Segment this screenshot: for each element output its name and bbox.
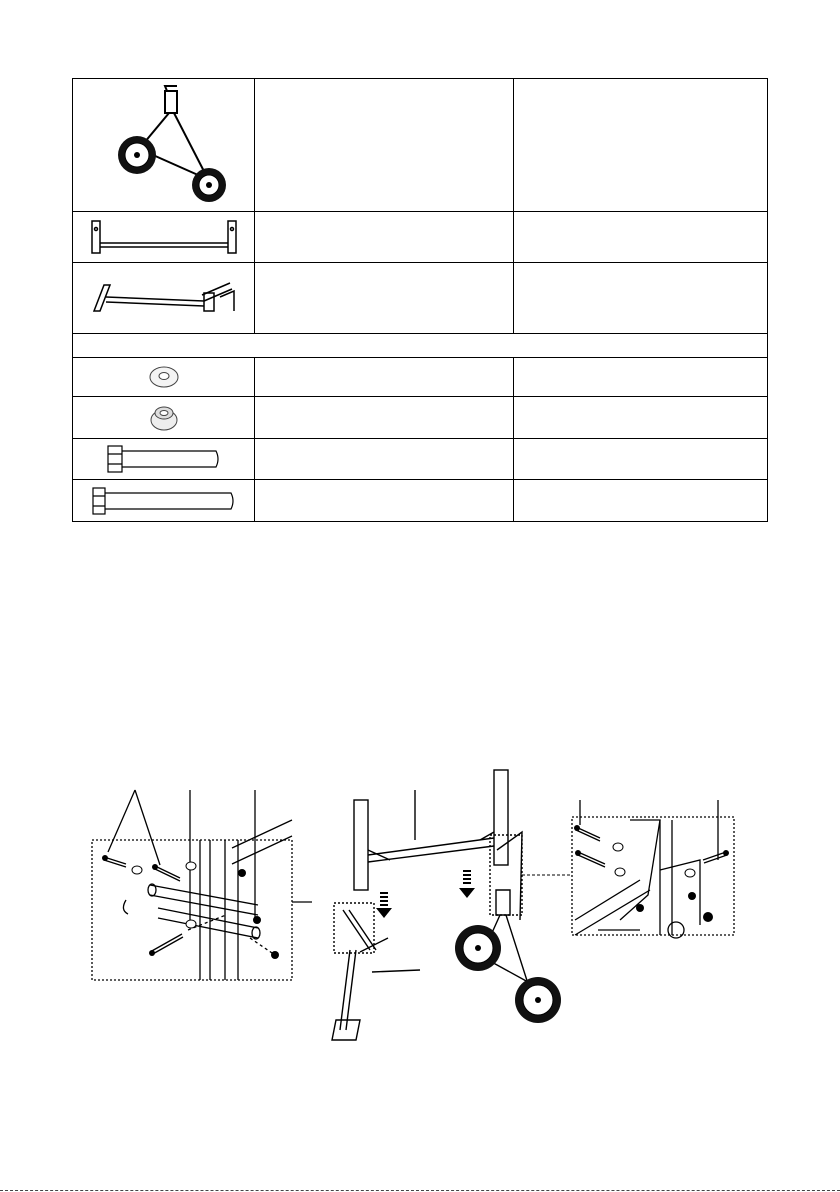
table-row <box>73 212 768 263</box>
part-image-cell <box>73 358 255 397</box>
left-detail-view <box>92 790 312 980</box>
table-row <box>73 334 768 358</box>
part-quantity <box>514 480 768 522</box>
wheel-assembly-icon <box>99 83 229 208</box>
part-description <box>255 397 514 439</box>
part-image-cell <box>73 397 255 439</box>
part-description <box>255 439 514 480</box>
table-row <box>73 439 768 480</box>
part-image-cell <box>73 263 255 334</box>
table-row <box>73 397 768 439</box>
part-description <box>255 212 514 263</box>
table-row <box>73 358 768 397</box>
part-image-cell <box>73 79 255 212</box>
lock-nut-icon <box>142 401 186 435</box>
parts-table <box>72 78 768 522</box>
u-frame-icon <box>84 217 244 257</box>
part-image-cell <box>73 480 255 522</box>
part-description <box>255 358 514 397</box>
part-quantity <box>514 263 768 334</box>
assembly-diagram <box>0 760 840 1050</box>
short-bolt-icon <box>104 442 224 476</box>
section-header <box>73 334 768 358</box>
part-image-cell <box>73 212 255 263</box>
part-description <box>255 79 514 212</box>
table-row <box>73 480 768 522</box>
long-bolt-icon <box>89 484 239 518</box>
center-assembly-view <box>332 770 530 1040</box>
table-row <box>73 263 768 334</box>
page-bottom-border <box>0 1190 840 1191</box>
part-quantity <box>514 439 768 480</box>
part-quantity <box>514 79 768 212</box>
stabilizer-bracket-icon <box>84 271 244 326</box>
insert-arrows <box>376 870 475 918</box>
part-description <box>255 263 514 334</box>
washer-icon <box>142 362 186 392</box>
part-image-cell <box>73 439 255 480</box>
wheel-icon <box>455 925 561 1023</box>
part-quantity <box>514 358 768 397</box>
part-quantity <box>514 397 768 439</box>
part-description <box>255 480 514 522</box>
part-quantity <box>514 212 768 263</box>
table-row <box>73 79 768 212</box>
